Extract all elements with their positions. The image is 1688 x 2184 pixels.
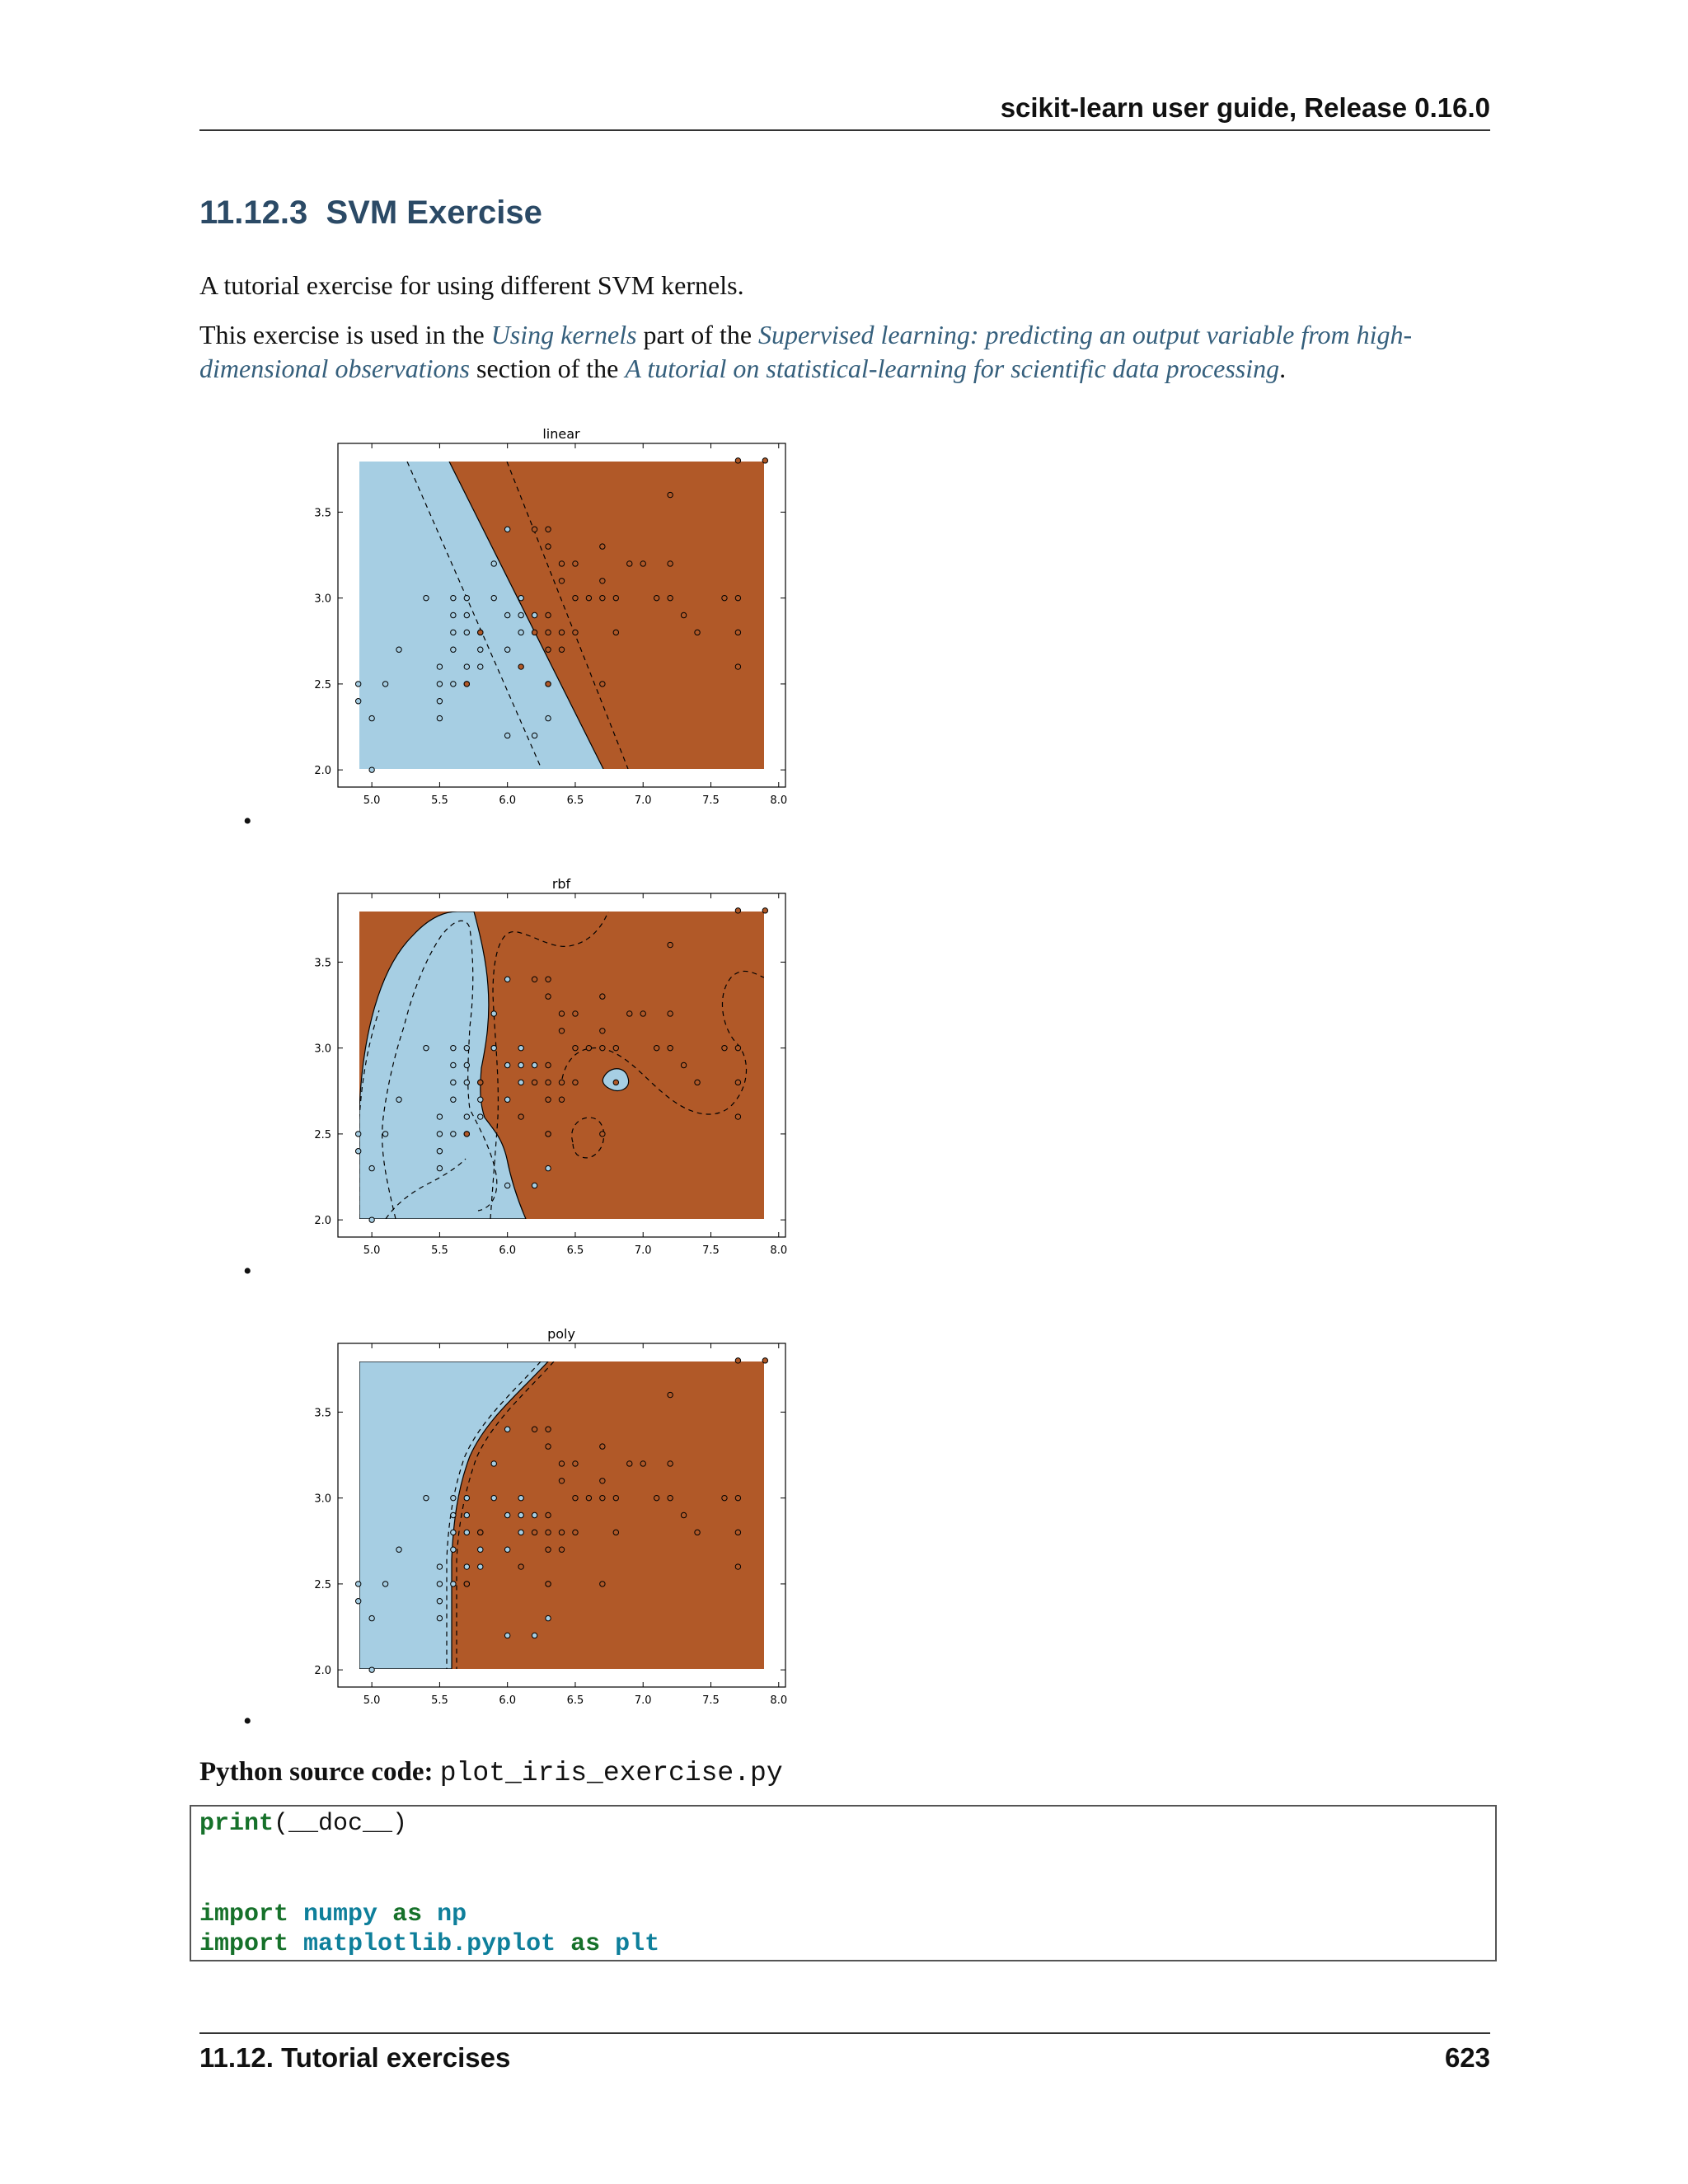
data-point-class-1 xyxy=(546,647,551,652)
data-point-class-0 xyxy=(451,1530,456,1535)
data-point-class-1 xyxy=(627,1461,632,1466)
data-point-class-0 xyxy=(369,1667,374,1672)
data-point-class-0 xyxy=(355,1132,360,1137)
data-point-class-0 xyxy=(355,1582,360,1586)
y-tick-label: 3.0 xyxy=(314,1493,331,1506)
data-point-class-1 xyxy=(518,664,523,669)
data-point-class-0 xyxy=(464,1045,469,1050)
x-tick-label: 5.5 xyxy=(431,1244,448,1257)
code-keyword: as xyxy=(570,1930,601,1958)
data-point-class-1 xyxy=(613,1045,618,1050)
section-title: SVM Exercise xyxy=(326,194,542,231)
x-tick-label: 7.5 xyxy=(702,794,720,807)
data-point-class-1 xyxy=(573,595,578,600)
data-point-class-1 xyxy=(627,561,632,566)
data-point-class-0 xyxy=(518,1080,523,1085)
data-point-class-0 xyxy=(532,612,537,617)
data-point-class-1 xyxy=(532,1427,537,1432)
data-point-class-1 xyxy=(546,544,551,549)
data-point-class-1 xyxy=(546,612,551,617)
data-point-class-1 xyxy=(695,1530,700,1535)
data-point-class-1 xyxy=(668,1461,673,1466)
data-point-class-0 xyxy=(504,1183,509,1188)
data-point-class-0 xyxy=(451,1495,456,1500)
data-point-class-1 xyxy=(546,1080,551,1085)
data-point-class-0 xyxy=(504,1512,509,1517)
x-tick-label: 5.0 xyxy=(363,1244,381,1257)
data-point-class-1 xyxy=(600,682,605,687)
data-point-class-1 xyxy=(600,1479,605,1483)
data-point-class-0 xyxy=(504,1547,509,1552)
data-point-class-0 xyxy=(504,977,509,982)
y-tick-label: 3.0 xyxy=(314,1043,331,1056)
usage-text-1: This exercise is used in the xyxy=(199,320,491,349)
data-point-class-1 xyxy=(464,682,469,687)
data-point-class-0 xyxy=(464,1080,469,1085)
data-point-class-1 xyxy=(762,1358,767,1363)
data-point-class-0 xyxy=(437,1564,442,1569)
data-point-class-1 xyxy=(546,1427,551,1432)
x-tick-label: 5.0 xyxy=(363,1694,381,1707)
data-point-class-0 xyxy=(451,612,456,617)
y-tick-label: 2.5 xyxy=(314,1128,331,1141)
data-point-class-0 xyxy=(546,1615,551,1620)
data-point-class-0 xyxy=(355,699,360,704)
data-point-class-0 xyxy=(546,1165,551,1170)
data-point-class-0 xyxy=(478,647,483,652)
y-tick-label: 3.0 xyxy=(314,593,331,606)
data-point-class-1 xyxy=(464,1132,469,1137)
data-point-class-1 xyxy=(613,1530,618,1535)
data-point-class-1 xyxy=(478,1080,483,1085)
data-point-class-0 xyxy=(437,1582,442,1586)
code-keyword: as xyxy=(392,1900,423,1929)
data-point-class-0 xyxy=(437,664,442,669)
data-point-class-0 xyxy=(437,1615,442,1620)
data-point-class-0 xyxy=(424,1495,429,1500)
data-point-class-0 xyxy=(369,1217,374,1222)
data-point-class-1 xyxy=(573,1080,578,1085)
data-point-class-1 xyxy=(668,1011,673,1016)
data-point-class-0 xyxy=(464,612,469,617)
data-point-class-1 xyxy=(600,579,605,583)
data-point-class-1 xyxy=(532,527,537,532)
data-point-class-1 xyxy=(600,1495,605,1500)
chart-title: poly xyxy=(547,1326,575,1342)
x-tick-label: 7.5 xyxy=(702,1244,720,1257)
data-point-class-0 xyxy=(532,1512,537,1517)
data-point-class-1 xyxy=(573,561,578,566)
x-tick-label: 6.0 xyxy=(499,1694,517,1707)
data-point-class-1 xyxy=(559,1547,564,1552)
data-point-class-0 xyxy=(396,1097,401,1102)
data-point-class-0 xyxy=(464,664,469,669)
data-point-class-1 xyxy=(722,1495,727,1500)
data-point-class-1 xyxy=(640,561,645,566)
data-point-class-1 xyxy=(668,561,673,566)
poly-kernel-plot xyxy=(305,1320,791,1708)
data-point-class-0 xyxy=(369,1615,374,1620)
data-point-class-0 xyxy=(369,1165,374,1170)
data-point-class-0 xyxy=(464,1512,469,1517)
data-point-class-1 xyxy=(546,1062,551,1067)
code-line-1 xyxy=(199,1810,407,1838)
data-point-class-0 xyxy=(424,595,429,600)
data-point-class-1 xyxy=(546,630,551,635)
data-point-class-1 xyxy=(735,458,740,463)
data-point-class-1 xyxy=(559,1029,564,1033)
data-point-class-1 xyxy=(573,1011,578,1016)
y-tick-label: 3.5 xyxy=(314,957,331,970)
section-heading xyxy=(199,194,542,232)
data-point-class-0 xyxy=(451,682,456,687)
data-point-class-0 xyxy=(518,1045,523,1050)
y-tick-label: 2.0 xyxy=(314,1215,331,1228)
data-point-class-1 xyxy=(546,994,551,999)
x-tick-label: 6.5 xyxy=(566,1694,584,1707)
data-point-class-1 xyxy=(546,1097,551,1102)
data-point-class-1 xyxy=(559,1011,564,1016)
x-tick-label: 6.0 xyxy=(499,794,517,807)
data-point-class-0 xyxy=(355,1599,360,1604)
data-point-class-0 xyxy=(437,715,442,720)
code-keyword: print xyxy=(199,1810,274,1838)
data-point-class-1 xyxy=(600,1444,605,1449)
data-point-class-1 xyxy=(735,1564,740,1569)
data-point-class-0 xyxy=(437,1114,442,1119)
data-point-class-1 xyxy=(627,1011,632,1016)
data-point-class-1 xyxy=(532,977,537,982)
bullet: • xyxy=(243,808,252,835)
x-tick-label: 7.0 xyxy=(634,1694,652,1707)
data-point-class-0 xyxy=(464,1495,469,1500)
data-point-class-1 xyxy=(586,595,591,600)
x-tick-label: 5.0 xyxy=(363,794,381,807)
data-point-class-0 xyxy=(437,1165,442,1170)
data-point-class-0 xyxy=(478,1097,483,1102)
x-tick-label: 8.0 xyxy=(770,794,788,807)
data-point-class-0 xyxy=(504,1062,509,1067)
data-point-class-0 xyxy=(504,1427,509,1432)
data-point-class-0 xyxy=(532,733,537,738)
chart-title: rbf xyxy=(551,876,571,892)
x-tick-label: 8.0 xyxy=(770,1244,788,1257)
y-tick-label: 2.0 xyxy=(314,1665,331,1678)
data-point-class-1 xyxy=(559,1530,564,1535)
code-line-2 xyxy=(199,1900,467,1929)
data-point-class-1 xyxy=(668,1392,673,1397)
section-number: 11.12.3 xyxy=(199,194,308,231)
data-point-class-1 xyxy=(640,1011,645,1016)
data-point-class-1 xyxy=(735,1495,740,1500)
data-point-class-0 xyxy=(396,1547,401,1552)
data-point-class-1 xyxy=(600,994,605,999)
data-point-class-0 xyxy=(437,682,442,687)
usage-paragraph xyxy=(199,318,1493,386)
data-point-class-1 xyxy=(668,595,673,600)
data-point-class-1 xyxy=(695,630,700,635)
bullet: • xyxy=(243,1708,252,1735)
data-point-class-0 xyxy=(491,595,496,600)
data-point-class-0 xyxy=(504,527,509,532)
code-module: plt xyxy=(615,1930,660,1958)
footer-rule xyxy=(199,2032,1490,2034)
data-point-class-0 xyxy=(451,1547,456,1552)
data-point-class-1 xyxy=(735,664,740,669)
header-rule xyxy=(199,129,1490,131)
data-point-class-1 xyxy=(762,458,767,463)
data-point-class-1 xyxy=(735,1080,740,1085)
data-point-class-0 xyxy=(518,612,523,617)
data-point-class-1 xyxy=(735,1045,740,1050)
data-point-class-0 xyxy=(451,1132,456,1137)
data-point-class-1 xyxy=(573,1530,578,1535)
data-point-class-1 xyxy=(559,561,564,566)
data-point-class-0 xyxy=(504,647,509,652)
x-tick-label: 5.5 xyxy=(431,1694,448,1707)
data-point-class-1 xyxy=(735,908,740,913)
data-point-class-0 xyxy=(546,715,551,720)
data-point-class-1 xyxy=(559,647,564,652)
data-point-class-0 xyxy=(437,1132,442,1137)
data-point-class-1 xyxy=(559,579,564,583)
data-point-class-1 xyxy=(573,1045,578,1050)
data-point-class-0 xyxy=(491,561,496,566)
data-point-class-0 xyxy=(369,767,374,772)
data-point-class-0 xyxy=(355,682,360,687)
data-point-class-0 xyxy=(451,647,456,652)
data-point-class-0 xyxy=(369,715,374,720)
usage-text-2: part of the xyxy=(636,320,759,349)
data-point-class-1 xyxy=(546,1547,551,1552)
data-point-class-0 xyxy=(504,1097,509,1102)
code-line-3 xyxy=(199,1930,659,1958)
data-point-class-0 xyxy=(464,595,469,600)
data-point-class-1 xyxy=(573,1495,578,1500)
data-point-class-1 xyxy=(640,1461,645,1466)
data-point-class-1 xyxy=(722,595,727,600)
x-tick-label: 6.5 xyxy=(566,1244,584,1257)
data-point-class-1 xyxy=(573,630,578,635)
data-point-class-0 xyxy=(491,1011,496,1016)
link-supervised-learning[interactable]: Supervised learning: predicting an output variable from high-dimensional observations xyxy=(199,320,1413,383)
data-point-class-1 xyxy=(735,1114,740,1119)
data-point-class-0 xyxy=(382,682,387,687)
data-point-class-1 xyxy=(573,1461,578,1466)
data-point-class-0 xyxy=(424,1045,429,1050)
data-point-class-0 xyxy=(451,1045,456,1050)
data-point-class-0 xyxy=(437,1599,442,1604)
data-point-class-1 xyxy=(600,544,605,549)
data-point-class-0 xyxy=(532,1183,537,1188)
data-point-class-1 xyxy=(681,1062,686,1067)
code-keyword: import xyxy=(199,1900,289,1929)
data-point-class-1 xyxy=(546,527,551,532)
code-module: np xyxy=(437,1900,467,1929)
data-point-class-1 xyxy=(654,1495,659,1500)
usage-text-3: section of the xyxy=(469,354,626,383)
data-point-class-0 xyxy=(478,1564,483,1569)
data-point-class-1 xyxy=(546,977,551,982)
data-point-class-1 xyxy=(546,1512,551,1517)
linear-kernel-plot xyxy=(305,420,791,808)
running-header: scikit-learn user guide, Release 0.16.0 xyxy=(1000,92,1490,123)
y-tick-label: 2.0 xyxy=(314,765,331,778)
data-point-class-1 xyxy=(735,595,740,600)
data-point-class-1 xyxy=(613,1495,618,1500)
data-point-class-0 xyxy=(518,1512,523,1517)
usage-text-4: . xyxy=(1279,354,1287,383)
data-point-class-0 xyxy=(382,1582,387,1586)
rbf-kernel-plot xyxy=(305,870,791,1258)
data-point-class-1 xyxy=(546,1530,551,1535)
data-point-class-0 xyxy=(382,1132,387,1137)
data-point-class-1 xyxy=(559,1461,564,1466)
data-point-class-0 xyxy=(451,1582,456,1586)
data-point-class-0 xyxy=(464,630,469,635)
data-point-class-1 xyxy=(464,1582,469,1586)
y-tick-label: 2.5 xyxy=(314,678,331,691)
data-point-class-1 xyxy=(695,1080,700,1085)
data-point-class-0 xyxy=(518,1495,523,1500)
data-point-class-1 xyxy=(668,942,673,947)
data-point-class-1 xyxy=(532,1530,537,1535)
data-point-class-1 xyxy=(613,630,618,635)
code-text: (__doc__) xyxy=(274,1810,408,1838)
data-point-class-1 xyxy=(478,630,483,635)
data-point-class-1 xyxy=(532,1080,537,1085)
data-point-class-1 xyxy=(762,908,767,913)
data-point-class-1 xyxy=(654,1045,659,1050)
data-point-class-0 xyxy=(464,1062,469,1067)
data-point-class-1 xyxy=(532,630,537,635)
x-tick-label: 5.5 xyxy=(431,794,448,807)
data-point-class-0 xyxy=(518,630,523,635)
code-module: numpy xyxy=(303,1900,378,1929)
source-code-label xyxy=(199,1757,783,1788)
x-tick-label: 7.0 xyxy=(634,794,652,807)
data-point-class-1 xyxy=(722,1045,727,1050)
data-point-class-1 xyxy=(559,1080,564,1085)
data-point-class-0 xyxy=(532,1633,537,1638)
data-point-class-1 xyxy=(735,630,740,635)
data-point-class-1 xyxy=(668,1495,673,1500)
data-point-class-0 xyxy=(478,1547,483,1552)
data-point-class-0 xyxy=(451,1080,456,1085)
data-point-class-0 xyxy=(491,1461,496,1466)
bullet: • xyxy=(243,1258,252,1285)
data-point-class-1 xyxy=(668,492,673,497)
data-point-class-0 xyxy=(437,699,442,704)
data-point-class-1 xyxy=(668,1045,673,1050)
data-point-class-1 xyxy=(586,1045,591,1050)
data-point-class-0 xyxy=(504,733,509,738)
data-point-class-0 xyxy=(491,1045,496,1050)
chart-title: linear xyxy=(542,426,580,442)
data-point-class-1 xyxy=(559,630,564,635)
data-point-class-1 xyxy=(600,1029,605,1033)
data-point-class-0 xyxy=(451,630,456,635)
data-point-class-1 xyxy=(586,1495,591,1500)
data-point-class-1 xyxy=(559,1097,564,1102)
link-using-kernels[interactable]: Using kernels xyxy=(490,320,637,349)
data-point-class-0 xyxy=(491,1495,496,1500)
data-point-class-0 xyxy=(451,1097,456,1102)
data-point-class-0 xyxy=(451,1062,456,1067)
data-point-class-1 xyxy=(546,1132,551,1137)
data-point-class-1 xyxy=(600,1582,605,1586)
page-number: 623 xyxy=(1444,2042,1490,2073)
data-point-class-0 xyxy=(518,1062,523,1067)
source-label-text: Python source code: xyxy=(199,1757,434,1787)
data-point-class-0 xyxy=(464,1564,469,1569)
data-point-class-1 xyxy=(600,1045,605,1050)
data-point-class-1 xyxy=(681,1512,686,1517)
data-point-class-0 xyxy=(478,664,483,669)
data-point-class-0 xyxy=(451,595,456,600)
data-point-class-0 xyxy=(504,1633,509,1638)
data-point-class-0 xyxy=(464,1530,469,1535)
code-keyword: import xyxy=(199,1930,289,1958)
x-tick-label: 6.5 xyxy=(566,794,584,807)
x-tick-label: 7.0 xyxy=(634,1244,652,1257)
source-filename-link[interactable]: plot_iris_exercise.py xyxy=(439,1758,783,1788)
data-point-class-0 xyxy=(518,595,523,600)
data-point-class-1 xyxy=(546,682,551,687)
code-block xyxy=(190,1805,1497,1961)
data-point-class-1 xyxy=(735,1358,740,1363)
intro-paragraph: A tutorial exercise for using different SVM kernels. xyxy=(199,270,744,300)
x-tick-label: 6.0 xyxy=(499,1244,517,1257)
x-tick-label: 7.5 xyxy=(702,1694,720,1707)
data-point-class-1 xyxy=(681,612,686,617)
data-point-class-1 xyxy=(546,1582,551,1586)
data-point-class-1 xyxy=(478,1530,483,1535)
y-tick-label: 3.5 xyxy=(314,507,331,520)
data-point-class-0 xyxy=(504,612,509,617)
data-point-class-1 xyxy=(518,1564,523,1569)
data-point-class-1 xyxy=(518,1114,523,1119)
x-tick-label: 8.0 xyxy=(770,1694,788,1707)
data-point-class-1 xyxy=(735,1530,740,1535)
data-point-class-1 xyxy=(654,595,659,600)
data-point-class-0 xyxy=(532,1062,537,1067)
data-point-class-1 xyxy=(546,1444,551,1449)
data-point-class-1 xyxy=(613,1080,618,1085)
data-point-class-1 xyxy=(559,1479,564,1483)
code-module: matplotlib.pyplot xyxy=(303,1930,556,1958)
data-point-class-0 xyxy=(437,1149,442,1154)
data-point-class-0 xyxy=(396,647,401,652)
data-point-class-0 xyxy=(355,1149,360,1154)
data-point-class-0 xyxy=(478,1114,483,1119)
data-point-class-1 xyxy=(600,1132,605,1137)
y-tick-label: 2.5 xyxy=(314,1578,331,1591)
data-point-class-1 xyxy=(613,595,618,600)
footer-section: 11.12. Tutorial exercises xyxy=(199,2042,511,2073)
y-tick-label: 3.5 xyxy=(314,1407,331,1420)
link-statistical-learning-tutorial[interactable]: A tutorial on statistical-learning for scientific data processing xyxy=(625,354,1280,383)
data-point-class-0 xyxy=(464,1114,469,1119)
data-point-class-0 xyxy=(518,1530,523,1535)
data-point-class-0 xyxy=(451,1512,456,1517)
data-point-class-1 xyxy=(600,595,605,600)
